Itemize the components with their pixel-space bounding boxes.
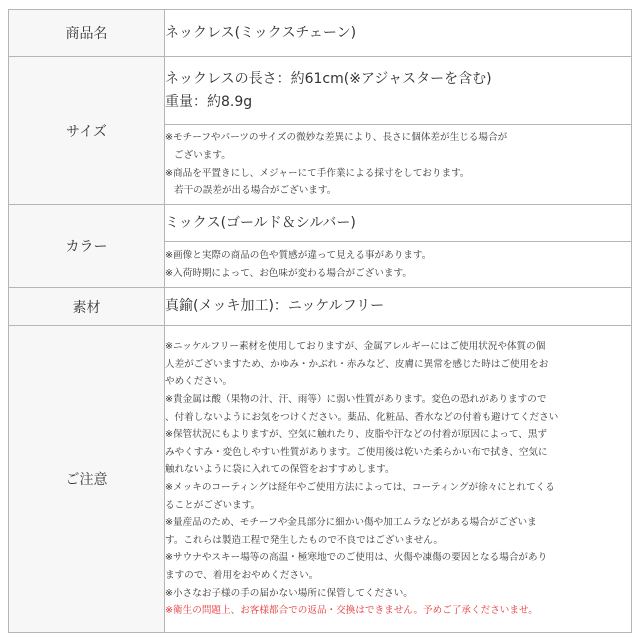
caution-note-line: ※貴金属は酸（果物の汁、汗、雨等）に弱い性質があります。変色の恐れがありますので xyxy=(165,394,547,406)
size-weight: 重量：約8.9g xyxy=(165,93,253,110)
color-main-row xyxy=(9,205,632,242)
caution-note-line: ※量産品のため、モチーフや金具部分に細かい傷や加工ムラなどがある場合がございま xyxy=(165,517,537,529)
caution-note-line: ることがございます。 xyxy=(165,499,261,511)
material-label: 素材 xyxy=(9,288,165,326)
size-label: サイズ xyxy=(9,57,165,205)
caution-note-line: 触れないように袋に入れての保管をおすすめします。 xyxy=(165,464,395,476)
product-name-row xyxy=(9,10,632,57)
caution-note-line: やめください。 xyxy=(165,376,233,388)
caution-note-line: 人差がございますため、かゆみ・かぶれ・赤みなど、皮膚に異常を感じた時はご使用をお xyxy=(165,358,549,370)
caution-note-line: ※サウナやスキー場等の高温・極寒地でのご使用は、火傷や凍傷の要因となる場合があり xyxy=(165,552,548,564)
size-note-line: 若干の誤差が出る場合がございます。 xyxy=(174,185,337,197)
product-name-value: ネックレス(ミックスチェーン) xyxy=(165,10,632,57)
size-note-line: ございます。 xyxy=(174,149,231,161)
size-notes xyxy=(165,125,632,205)
caution-note-line: ※小さなお子様の手の届かない場所に保管してください。 xyxy=(165,587,413,599)
caution-row xyxy=(9,326,632,633)
caution-red-note: ※衛生の問題上、お客様都合での返品・交換はできません。予めご了承くださいませ。 xyxy=(165,605,538,617)
caution-note-line: ますので、着用をおやめください。 xyxy=(165,569,319,581)
caution-label: ご注意 xyxy=(9,326,165,633)
caution-note-line: す。これらは製造工程で発生したもので不良ではございません。 xyxy=(165,534,444,546)
material-row xyxy=(9,288,632,326)
color-notes xyxy=(165,242,632,288)
caution-note-line: ※ニッケルフリー素材を使用しておりますが、金属アレルギーにはご使用状況や体質の個 xyxy=(165,341,546,353)
product-spec-table xyxy=(8,9,632,633)
size-note-line: ※商品を平置きにし、メジャーにて手作業による採寸をしております。 xyxy=(165,167,470,179)
size-length: ネックレスの長さ：約61cm(※アジャスターを含む) xyxy=(165,70,492,87)
caution-notes xyxy=(165,326,632,633)
size-note-line: ※モチーフやパーツのサイズの微妙な差異により、長さに個体差が生じる場合が xyxy=(165,132,508,144)
caution-note-line: ※メッキのコーティングは経年やご使用方法によっては、コーティングが徐々にとれてくる xyxy=(165,482,555,493)
caution-note-line: 、付着しないようにお気をつけください。薬品、化粧品、香水などの付着も避けてください xyxy=(165,411,559,423)
material-value: 真鍮(メッキ加工)：ニッケルフリー xyxy=(165,288,632,326)
color-note-line: ※画像と実際の商品の色や質感が違って見える事があります。 xyxy=(165,249,432,261)
caution-note-line: ※保管状況にもよりますが、空気に触れたり、皮脂や汗などの付着が原因によって、黒ず xyxy=(165,429,548,441)
color-note-line: ※入荷時期によって、お色味が変わる場合がございます。 xyxy=(165,267,412,279)
size-main-row xyxy=(9,57,632,125)
color-label: カラー xyxy=(9,205,165,288)
size-values xyxy=(165,57,632,125)
caution-note-line: みやくすみ・変色しやすい性質があります。ご使用後は乾いた柔らかい布で拭き、空気に xyxy=(165,446,548,458)
product-name-label: 商品名 xyxy=(9,10,165,57)
color-value: ミックス(ゴールド＆シルバー) xyxy=(165,205,632,242)
